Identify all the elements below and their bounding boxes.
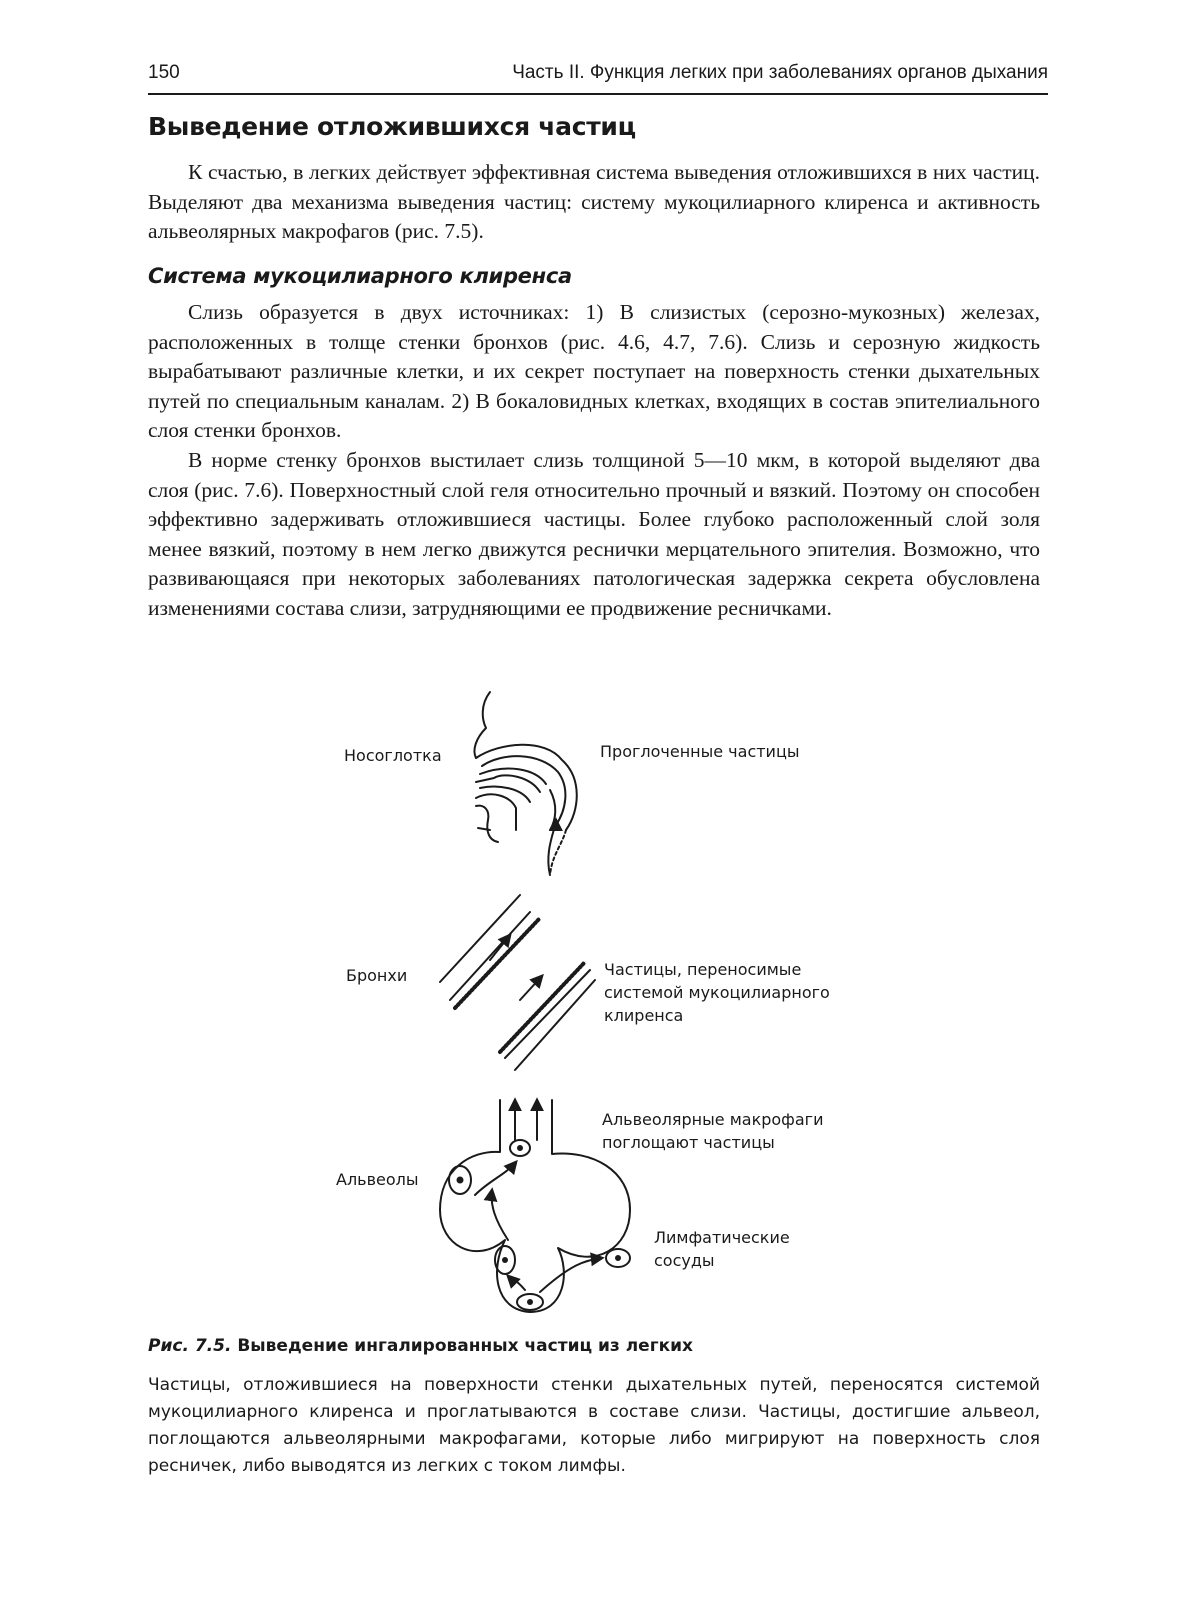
label-lymphatic-vessels: Лимфатические сосуды	[654, 1228, 790, 1270]
bronchus-drawing	[440, 895, 595, 1070]
body-paragraph: Слизь образуется в двух источниках: 1) В слизистых (серозно-мукозных) железах, расположенных в толще стенки бронхов (рис. 4.6, 4.7, 7.6). Слизь и серозную жидкость вырабатывают различные клетки, и их секрет поступает на поверхность стенки дыхательных путей по специальным каналам. 2) В бокаловидных клетках, входящих в состав эпителиального слоя стенки бронхов.	[148, 300, 1040, 442]
running-head	[148, 58, 1048, 90]
figure-caption-text: Частицы, отложившиеся на поверхности стенки дыхательных путей, переносятся системой мукоцилиарного клиренса и проглатываются в составе слизи. Частицы, достигшие альвеол, поглощаются альвеолярными макрофагами, которые либо мигрируют на поверхность слоя ресничек, либо выводятся из легких с током лимфы.	[148, 1375, 1040, 1476]
nasopharynx-drawing	[474, 692, 576, 875]
header-rule	[148, 93, 1048, 95]
label-swallowed-particles: Проглоченные частицы	[600, 742, 800, 761]
label-bronchi: Бронхи	[346, 966, 408, 985]
section-title: Выведение отложившихся частиц	[148, 112, 636, 141]
running-title: Часть II. Функция легких при заболеваниях органов дыхания	[512, 62, 1048, 83]
page-number: 150	[148, 62, 180, 83]
label-alveolar-macrophages: Альвеолярные макрофаги поглощают частицы	[602, 1110, 824, 1152]
label-alveoli: Альвеолы	[336, 1170, 419, 1189]
figure-caption-title	[148, 1336, 1048, 1356]
intro-paragraph: К счастью, в легких действует эффективная система выведения отложившихся в них частиц. Выделяют два механизма выведения частиц: систему мукоцилиарного клиренса и активность альвеолярных макрофагов (рис. 7.5).	[148, 160, 1040, 243]
figure-7-5	[330, 680, 890, 1320]
label-nasopharynx: Носоглотка	[344, 746, 442, 765]
subsection-title: Система мукоцилиарного клиренса	[148, 264, 572, 288]
body-paragraph: В норме стенку бронхов выстилает слизь толщиной 5—10 мкм, в которой выделяют два слоя (рис. 7.6). Поверхностный слой геля относительно прочный и вязкий. Поэтому он способен эффективно задерживать отложившиеся частицы. Более глубоко расположенный слой золя менее вязкий, поэтому в нем легко движутся реснички мерцательного эпителия. Возможно, что развивающаяся при некоторых заболеваниях патологическая задержка секрета обусловлена изменениями состава слизи, затрудняющими ее продвижение ресничками.	[148, 448, 1040, 620]
figure-number: Рис. 7.5.	[148, 1336, 232, 1356]
figure-title: Выведение ингалированных частиц из легких	[237, 1336, 693, 1356]
label-mucociliary-particles: Частицы, переносимые системой мукоцилиарного клиренса	[604, 960, 830, 1025]
